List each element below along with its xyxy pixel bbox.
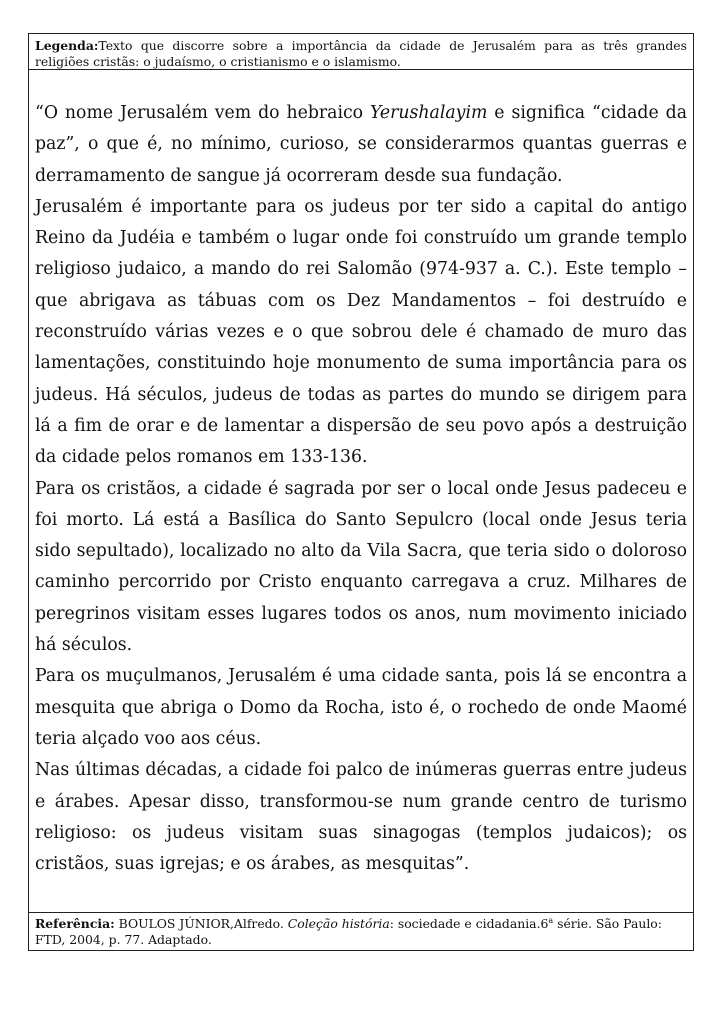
paragraph-1-italic-term: Yerushalayim: [370, 103, 488, 123]
legend-box: [29, 34, 693, 70]
paragraph-4: Para os muçulmanos, Jerusalém é uma cidade santa, pois lá se encontra a mesquita que abriga o Domo da Rocha, isto é, o rochedo de onde Maomé teria alçado voo aos céus.: [35, 666, 687, 749]
paragraph-2: Jerusalém é importante para os judeus por ter sido a capital do antigo Reino da Judéia e também o lugar onde foi construído um grande templo religioso judaico, a mando do rei Salomão (974-937 a. C.). Este templo – que abrigava as tábuas com os Dez Mandamentos – foi destruído e reconstruído várias vezes e o que sobrou dele é chamado de muro das lamentações, constituindo hoje monumento de suma importância para os judeus. Há séculos, judeus de todas as partes do mundo se dirigem para lá a fim de orar e de lamentar a dispersão de seu povo após a destruição da cidade pelos romanos em 133-136.: [35, 196, 687, 468]
paragraph-3: Para os cristãos, a cidade é sagrada por ser o local onde Jesus padeceu e foi morto. Lá está a Basílica do Santo Sepulcro (local onde Jesus teria sido sepultado), localizado no alto da Vila Sacra, que teria sido o doloroso caminho percorrido por Cristo enquanto carregava a cruz. Milhares de peregrinos visitam esses lugares todos os anos, num movimento iniciado há séculos.: [35, 478, 687, 656]
reference-title: Coleção história: [287, 916, 390, 931]
reference-label: Referência:: [35, 916, 115, 931]
main-text: [29, 70, 693, 913]
paragraph-1: [35, 98, 687, 192]
paragraph-1-end: e significa “cidade da paz”, o que é, no mínimo, curioso, se considerarmos quantas guerras e derramamento de sangue já ocorreram desde sua fundação.: [35, 103, 688, 186]
reference-superscript: a: [548, 915, 554, 925]
legend-label: Legenda:: [35, 38, 99, 53]
paragraph-5: Nas últimas décadas, a cidade foi palco de inúmeras guerras entre judeus e árabes. Apesar disso, transformou-se num grande centro de turismo religioso: os judeus visitam suas sinagogas (templos judaicos); os cristãos, suas igrejas; e os árabes, as mesquitas”.: [35, 760, 687, 875]
reference-box: [29, 913, 693, 948]
paragraph-1-start: “O nome Jerusalém vem do hebraico: [35, 103, 371, 123]
reference-details-1: : sociedade e cidadania.6: [389, 916, 549, 931]
reference-author: BOULOS JÚNIOR,Alfredo.: [114, 916, 288, 931]
legend-text: Texto que discorre sobre a importância da cidade de Jerusalém para as três grandes religiões cristãs: o judaísmo, o cristianismo e o islamismo.: [35, 38, 687, 69]
document-frame: [28, 33, 694, 951]
reference-details-2: série. São Paulo: FTD, 2004, p. 77. Adaptado.: [35, 916, 662, 947]
